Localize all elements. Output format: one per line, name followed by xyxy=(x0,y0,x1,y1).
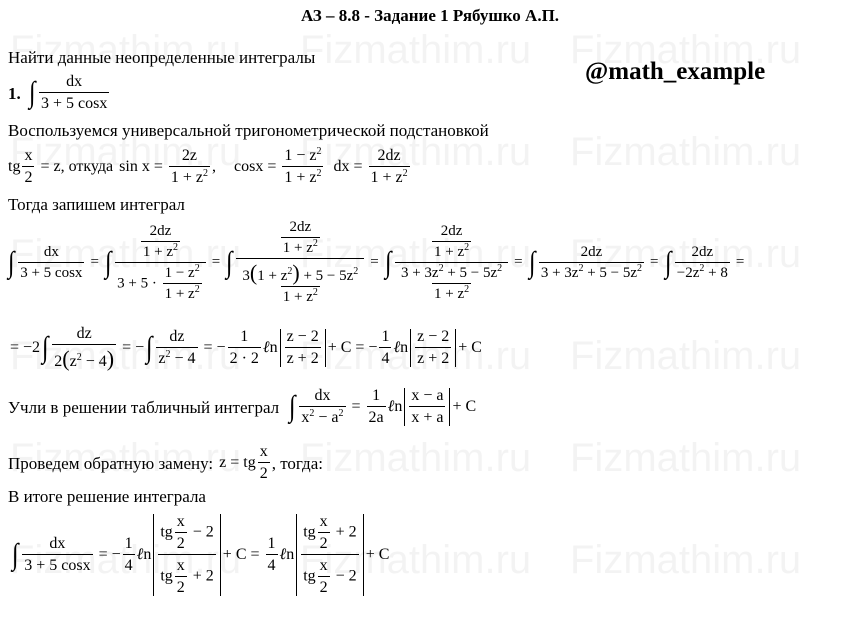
reverse-suffix: , тогда: xyxy=(271,453,323,473)
simplification-line: = −2 ∫ $\frac{dz}{2(z^2 - 4)}$ = − ∫ $\frac{dz}{z^2 - 4}$ = − $\frac{1}{2 \cdot 2}$ ℓ n z − 2 z + 2 + C = − $\frac{1}{4}$ ℓ n z − 2 z + 2 + C xyxy=(10,325,482,371)
table-integral-text: Учли в решении табличный интеграл xyxy=(8,397,280,417)
substitution-formulas: tg $\frac{x}{2}$ = z , откуда sin x = $\frac{2z}{1 + z^2}$ , cosx = $\frac{1 - z^2}{1 + z^2}$ dx = $\frac{2dz}{1 + z^2}$ xyxy=(8,146,408,186)
table-integral-line: Учли в решении табличный интеграл ∫ $\frac{dx}{x^2 - a^2}$ = $\frac{1}{2a}$ ℓ n x − a x + a + C xyxy=(8,387,477,426)
substitution-text: Воспользуемся универсальной тригонометрической подстановкой xyxy=(8,121,489,140)
watermark-text xyxy=(570,130,801,175)
page-header: АЗ – 8.8 - Задание 1 Рябушко А.П. xyxy=(300,6,560,25)
reverse-prefix: Проведем обратную замену: xyxy=(8,453,214,473)
watermark-text xyxy=(300,28,531,73)
then-text: Тогда запишем интеграл xyxy=(8,195,185,214)
transformation-chain: ∫ $\frac{dx}{3 + 5 \cos x}$ = ∫ $\frac{2dz}{1 + z^2}$ 3 + 5 · $\frac{1 - z^2}{1 + z^2}$ = ∫ $\frac{\frac{2dz}{1 + z^2}}{\frac{3(1 + z^2) + 5 - 5z^2}{1 + z^2}}$ = ∫ $\frac{\frac{2dz}{1 + z^2}}{\frac{3 + 3z^2 + 5 - 5z^2}{1 + z^2}}$ = ∫ $\frac{2dz}{3 + 3z^2 + 5 - 5z^2}$ = ∫ $\frac{2dz}{-2z^2 + 8}$ = xyxy=(7,219,745,305)
final-answer: ∫ $\frac{dx}{3 + 5 \cos x}$ = − $\frac{1}{4}$ ℓ n tg $\frac{x}{2}$ − 2 tg $\frac{x}{2}$ + 2 + C = $\frac{1}{4}$ ℓ n tg $\frac{x}{2}$ + 2 tg $\frac{x}{2}$ − 2 + C xyxy=(11,513,390,596)
watermark-text xyxy=(570,538,801,583)
problem-integral: 1. ∫ dx 3 + 5 cosx xyxy=(8,73,108,112)
watermark-text xyxy=(300,436,531,481)
watermark-text xyxy=(570,436,801,481)
watermark-text xyxy=(570,334,801,379)
problem-number: 1. xyxy=(8,83,21,103)
result-text: В итоге решение интеграла xyxy=(8,487,206,506)
author-handle: @math_example xyxy=(585,58,766,85)
whence-word: , откуда xyxy=(60,158,114,175)
reverse-substitution-line: Проведем обратную замену: z = tg $\frac{x}{2}$ , тогда: xyxy=(8,443,323,482)
task-statement: Найти данные неопределенные интегралы xyxy=(8,48,316,67)
